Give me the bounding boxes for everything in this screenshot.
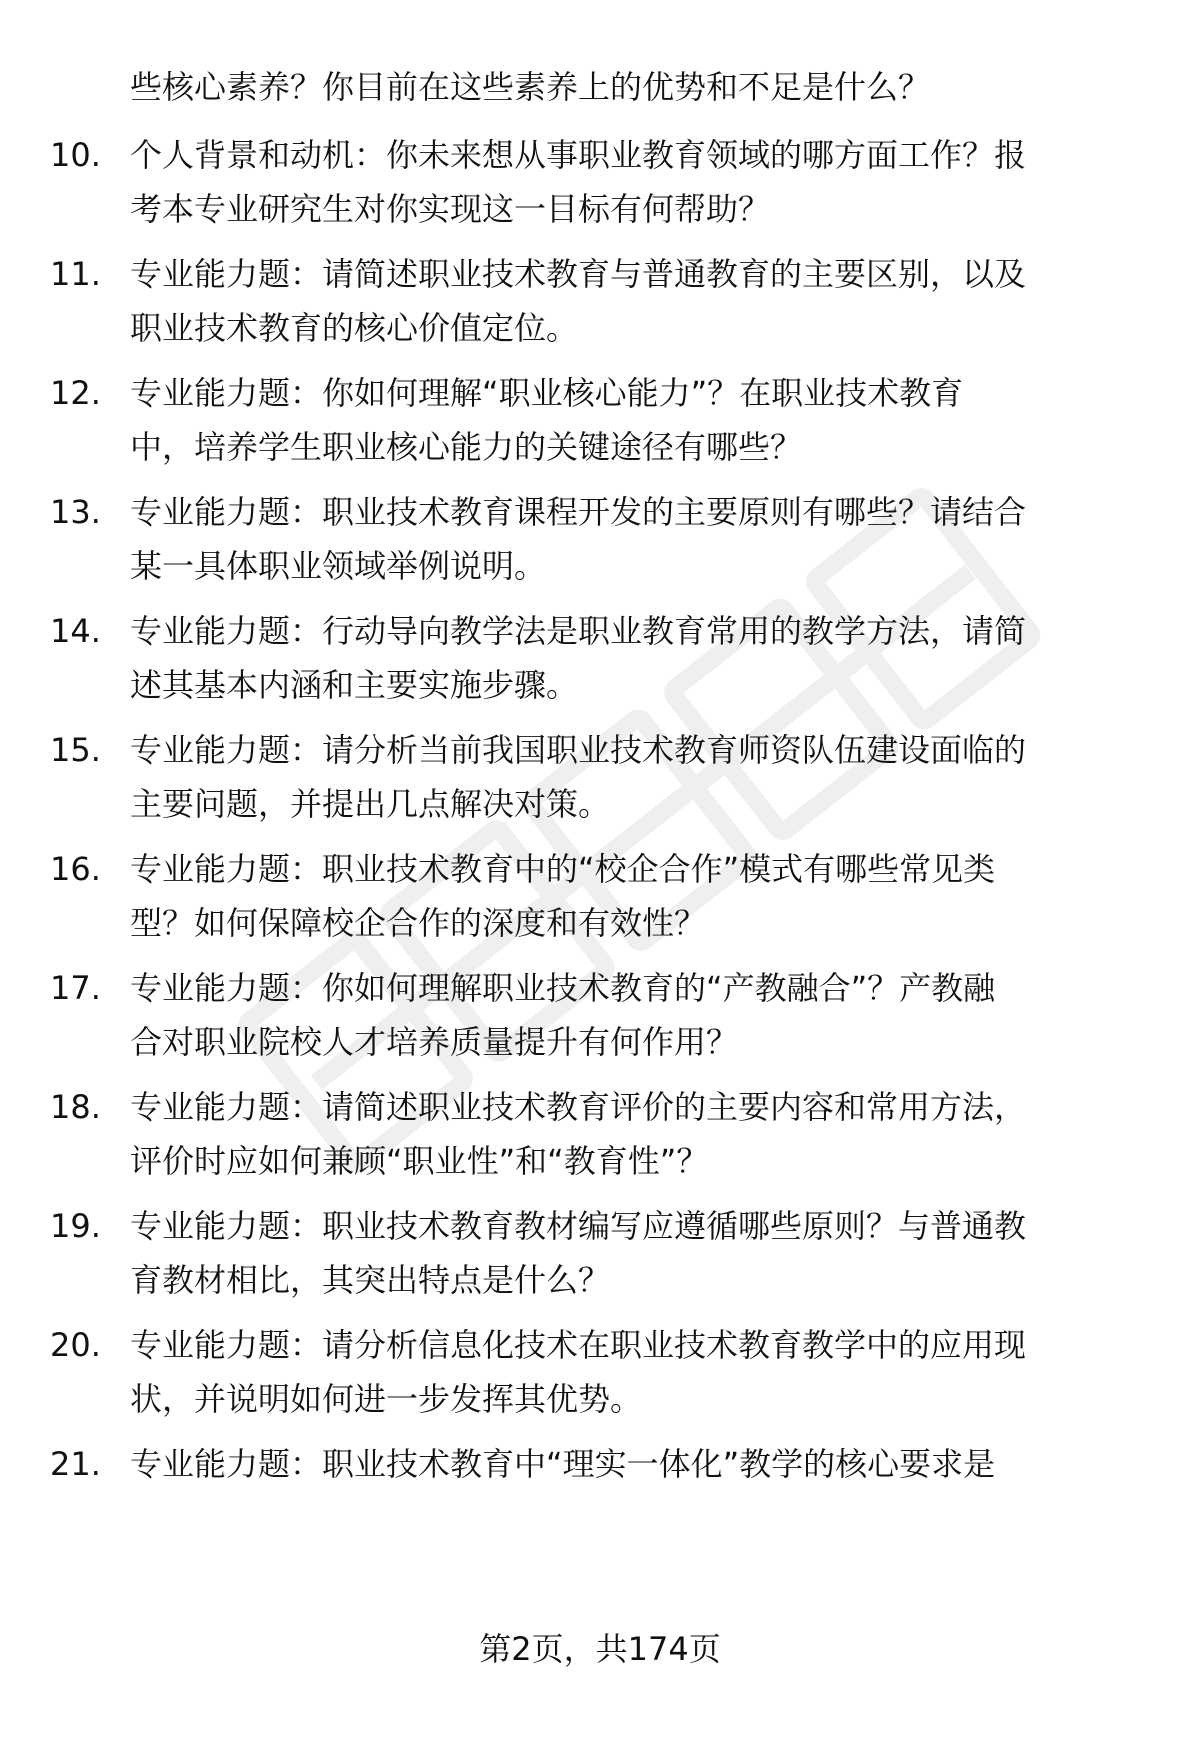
question-text-line: 个人背景和动机：你未来想从事职业教育领域的哪方面工作？报: [130, 136, 1027, 174]
continuation-text: 些核心素养？你目前在这些素养上的优势和不足是什么？: [130, 68, 931, 106]
question-number: 13.: [50, 493, 101, 531]
question-text-line: 评价时应如何兼顾“职业性”和“教育性”？: [130, 1142, 709, 1180]
question-text-line: 专业能力题：请简述职业技术教育与普通教育的主要区别，以及: [130, 255, 1027, 293]
question-text-line: 专业能力题：你如何理解“职业核心能力”？在职业技术教育: [130, 374, 964, 412]
page-footer: 第2页，共174页: [479, 1630, 721, 1668]
question-number: 17.: [50, 969, 101, 1007]
question-text-line: 专业能力题：请简述职业技术教育评价的主要内容和常用方法，: [130, 1088, 1027, 1126]
question-text-line: 考本专业研究生对你实现这一目标有何帮助？: [130, 190, 771, 228]
question-text: [130, 842, 1140, 950]
question-text-line: 型？如何保障校企合作的深度和有效性？: [130, 904, 707, 942]
question-text-line: 专业能力题：职业技术教育教材编写应遵循哪些原则？与普通教: [130, 1207, 1027, 1245]
question-text-line: 中，培养学生职业核心能力的关键途径有哪些？: [130, 428, 803, 466]
question-text-line: 主要问题，并提出几点解决对策。: [130, 785, 611, 823]
question-text: [130, 247, 1140, 355]
question-number: 10.: [50, 136, 101, 174]
question-number: 19.: [50, 1207, 101, 1245]
question-text-line: 状，并说明如何进一步发挥其优势。: [130, 1380, 643, 1418]
question-number: 18.: [50, 1088, 101, 1126]
question-text-line: 职业技术教育的核心价值定位。: [130, 309, 579, 347]
question-text-line: 专业能力题：职业技术教育课程开发的主要原则有哪些？请结合: [130, 493, 1027, 531]
question-number: 11.: [50, 255, 101, 293]
question-text: [130, 961, 1140, 1069]
question-text: [130, 128, 1140, 236]
question-text: [130, 1080, 1140, 1188]
question-text: [130, 723, 1140, 831]
question-text-line: 专业能力题：行动导向教学法是职业教育常用的教学方法，请简: [130, 612, 1027, 650]
question-text-line: 育教材相比，其突出特点是什么？: [130, 1261, 611, 1299]
question-text: [130, 1437, 1140, 1491]
question-text: [130, 1199, 1140, 1307]
question-number: 20.: [50, 1326, 101, 1364]
question-text-line: 专业能力题：职业技术教育中“理实一体化”教学的核心要求是: [130, 1445, 996, 1483]
question-number: 16.: [50, 850, 101, 888]
question-text: [130, 604, 1140, 712]
question-text: [130, 485, 1140, 593]
question-text-line: 专业能力题：职业技术教育中的“校企合作”模式有哪些常见类: [130, 850, 996, 888]
question-text: [130, 1318, 1140, 1426]
question-text-line: 专业能力题：请分析信息化技术在职业技术教育教学中的应用现: [130, 1326, 1027, 1364]
question-text-line: 述其基本内涵和主要实施步骤。: [130, 666, 579, 704]
question-text-line: 某一具体职业领域举例说明。: [130, 547, 547, 585]
question-number: 14.: [50, 612, 101, 650]
question-text-line: 专业能力题：你如何理解职业技术教育的“产教融合”？产教融: [130, 969, 996, 1007]
question-number: 15.: [50, 731, 101, 769]
question-text-line: 合对职业院校人才培养质量提升有何作用？: [130, 1023, 739, 1061]
question-text-line: 专业能力题：请分析当前我国职业技术教育师资队伍建设面临的: [130, 731, 1027, 769]
question-text: [130, 366, 1140, 474]
question-number: 12.: [50, 374, 101, 412]
question-number: 21.: [50, 1445, 101, 1483]
